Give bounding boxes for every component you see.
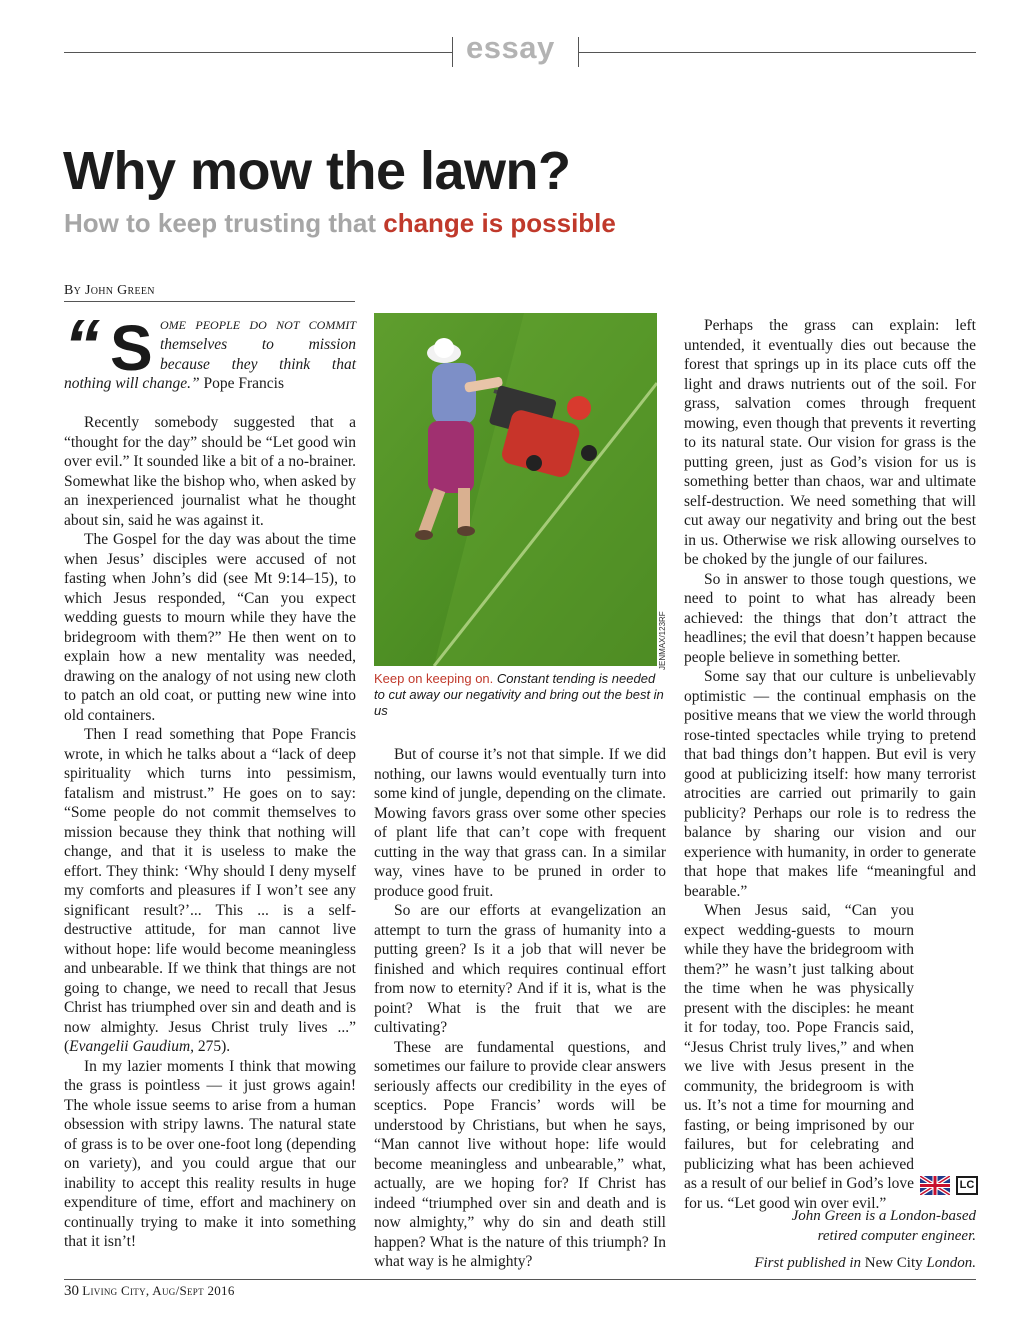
- header-rule-tick-left: [452, 37, 453, 67]
- quote-source: Evangelii Gaudium,: [69, 1038, 195, 1055]
- paragraph: Recently somebody suggested that a “thought for the day” should be “Let good win over evil.” It sounded like a bit of a no-brainer. Somewhat like the bishop who, when asked by an inexperienced journalist what he thought about sin, said he was against it.: [64, 414, 356, 529]
- pull-quote-end-text: nothing will change.”: [64, 375, 200, 392]
- article-column-3: [684, 316, 976, 1213]
- paragraph: In my lazier moments I think that mowing the grass is pointless — it just grows again! The whole issue seems to arise from a human obsession with stripy lawns. The natural state of grass is to be over one-foot long (depending on variety), and you could argue that our inability to accept this reality results in huge expenditure of time, effort and machinery on continually trying to make it into something that it isn’t!: [64, 1057, 356, 1250]
- section-label: essay: [466, 30, 555, 65]
- byline: By John Green: [64, 283, 155, 298]
- subtitle-grey-part: How to keep trusting that: [64, 208, 376, 238]
- paragraph: These are fundamental questions, and sometimes our failure to provide clear answers seriously affects our credibility in the eyes of sceptics. Pope Francis’ words will be understood by Christians, but when he says, “Man cannot live without hope: life would become meaningless and unbearable,” what, actually, are we hoping for? If Christ has indeed “triumphed over sin and death and is now almighty,” why do sin and death still happen? What is the nature of this triumph? In what way is he almighty?: [374, 1038, 666, 1270]
- pull-quote-drop-cap: S: [110, 312, 153, 384]
- pull-quote-line-1: OME PEOPLE DO NOT COMMIT: [160, 318, 356, 332]
- magazine-issue: Living City, Aug/Sept 2016: [82, 1283, 235, 1298]
- article-column-1: [64, 413, 356, 1252]
- paragraph: When Jesus said, “Can you expect wedding-guests to mourn while they have the bridegroom with them?” he wasn’t just talking about the time when he was physically present with the disciples: he meant it for today, too. Pope Francis said, “Jesus Christ truly lives,” and when we live with Jesus present in the community, the bridegroom is with us. It’s not a time for mourning and fasting, or being imprisoned by our failures, but for celebrating and publicizing what has been achieved as a result of our belief in God’s love for us. “Let good win over evil.”: [684, 902, 914, 1212]
- publication-note: [684, 1255, 976, 1272]
- paragraph: Some say that our culture is unbelievably optimistic — the continual emphasis on the positive means that we view the world through rose-tinted spectacles while trying to pretend that bad things don’t happen. But evil is very good at publicizing itself: how many terrorist atrocities are carried out primarily to gain publicity? Perhaps our role is to redress the balance by sharing our vision and our experience with humanity, in order to generate that hope that makes life “meaningful and bearable.”: [684, 668, 976, 900]
- article-column-2: [374, 745, 666, 1272]
- lawn-mowing-illustration: [374, 313, 657, 666]
- paragraph: So are our efforts at evangelization an attempt to turn the grass of humanity into a putting green? Is it a job that will never be finished and which requires continual effort from now to eternity? And if it is, what is the point? What is the fruit that we are cultivating?: [374, 902, 666, 1036]
- page-footer: [64, 1283, 235, 1300]
- paragraph: The Gospel for the day was about the time when Jesus’ disciples were accused of not fasting when John’s did (see Mt 9:14–15), to which Jesus responded, “Can you expect wedding guests to mourn while they have the bridegroom with them?” He then went on to explain how a new mentality was needed, drawing on the analogy of not using new cloth to patch an old coat, or putting new wine into old containers.: [64, 531, 356, 724]
- footer-rule: [64, 1279, 976, 1280]
- quote-text: Then I read something that Pope Francis wrote, in which he talks about a “lack of deep spirituality which turns into pessimism, fatalism and mistrust.” He goes on to say: “Some people do not commit themselves to mission because they think that nothing will change, and that it is useless to make the effort. They think: ‘Why should I deny myself my comforts and pleasures if I won’t see any significant result?’... This ... is a self-destructive attitude, for man cannot live without hope: life would become meaningless and unbearable. If we think that things are not going to change, we need to recall that Jesus Christ has triumphed over sin and death and is now almighty. Jesus Christ truly lives ...” (: [64, 726, 356, 1055]
- living-city-logo-icon: LC: [956, 1176, 978, 1195]
- uk-flag-icon: [920, 1176, 950, 1195]
- bio-line-1: John Green is a London-based: [791, 1208, 976, 1224]
- paragraph: [64, 725, 356, 1057]
- pub-magazine: New City: [864, 1255, 923, 1271]
- pub-place: London.: [922, 1255, 976, 1271]
- pull-quote-line-4: [64, 374, 284, 394]
- paragraph: So in answer to those tough questions, we need to point to what has already been achieved: the things that don’t attract the headlines; the evil that doesn’t happen because people believe in something better.: [684, 570, 976, 666]
- bio-line-2: retired computer engineer.: [817, 1228, 976, 1244]
- subtitle-red-part: change is possible: [383, 208, 616, 238]
- author-bio: [684, 1206, 976, 1246]
- photo-credit-text: JENMAX/123RF: [658, 611, 667, 670]
- pull-quote-line-3: because they think that: [160, 356, 356, 373]
- header-rule-right: [578, 52, 976, 53]
- paragraph: Perhaps the grass can explain: left untended, it eventually dies out because the forest that springs up in its place cuts off the light and draws nutrients out of the soil. For grass, salvation comes through frequent mowing, even though that prevents it reverting to its natural state. Our vision for grass is the putting green, just as God’s vision for us is something better than chaos, war and ultimate self-destruction. We need something that will cut away our negativity and bring out the best in us. Otherwise we risk allowing ourselves to be choked by the jungle of our failures.: [684, 317, 976, 568]
- pull-quote-open-mark: “: [64, 306, 100, 386]
- caption-text: Constant tending is needed to cut away our negativity and bring out the best in us: [374, 671, 664, 718]
- header-rule-left: [64, 52, 453, 53]
- quote-ref: 275).: [194, 1038, 231, 1055]
- lawn-mowing-photo: [374, 313, 657, 666]
- pull-quote-line-2: themselves to mission: [160, 336, 356, 353]
- article-title: Why mow the lawn?: [63, 141, 571, 201]
- pub-prefix: First published in: [754, 1255, 865, 1271]
- pull-quote-attribution: Pope Francis: [203, 375, 285, 392]
- paragraph: But of course it’s not that simple. If we did nothing, our lawns would eventually turn into some kind of jungle, depending on the climate. Mowing favors grass over some other species of plant life that can’t cope with frequent cutting in the way that grass can. In a similar way, vines have to be pruned in order to produce good fruit.: [374, 746, 666, 900]
- byline-rule: [64, 301, 355, 302]
- end-marks: [920, 1176, 978, 1195]
- article-subtitle: [64, 208, 616, 239]
- photo-credit: [658, 600, 670, 670]
- caption-lead: Keep on keeping on.: [374, 671, 494, 686]
- page-number: 30: [64, 1283, 79, 1299]
- photo-caption: [374, 671, 666, 719]
